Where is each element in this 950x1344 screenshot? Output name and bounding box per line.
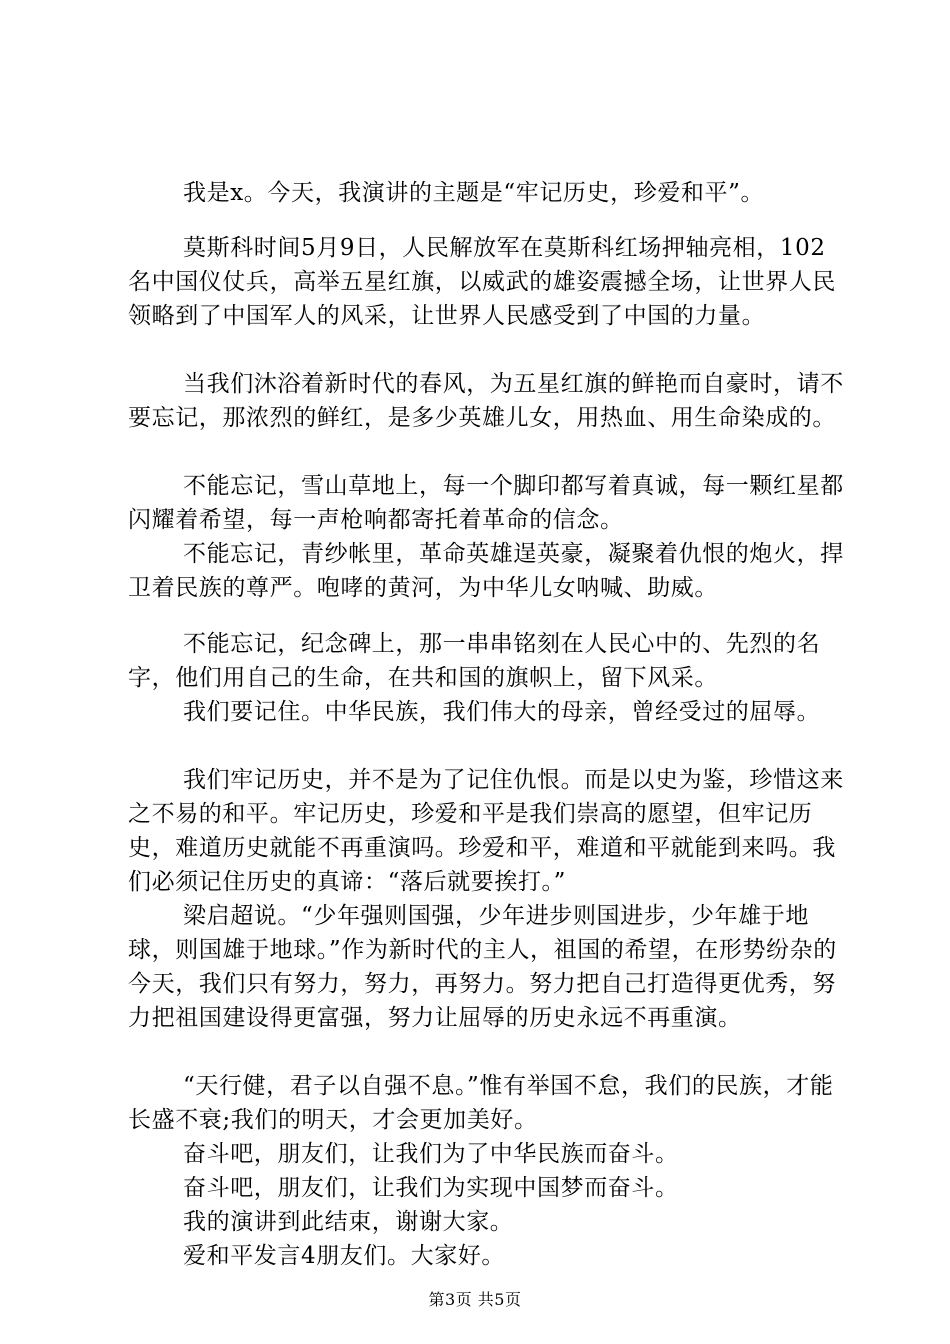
paragraph-9: 梁启超说。“少年强则国强，少年进步则国进步，少年雄于地球，则国雄于地球。”作为新时代的主人，祖国的希望，在形势纷杂的今天，我们只有努力，努力，再努力。努力把自己打造得更优秀，努力把祖国建设得更富强，努力让屈辱的历史永远不再重演。 (128, 903, 837, 1031)
paragraph-14: 爱和平发言4朋友们。大家好。 (183, 1243, 506, 1269)
paragraph-8: 我们牢记历史，并不是为了记住仇恨。而是以史为鉴，珍惜这来之不易的和平。牢记历史，珍爱和平是我们崇高的愿望，但牢记历史，难道历史就能不再重演吗。珍爱和平，难道和平就能到来吗。我们必须记住历史的真谛：“落后就要挨打。” (128, 767, 844, 895)
paragraph-5: 不能忘记，青纱帐里，革命英雄逞英豪，凝聚着仇恨的炮火，捍卫着民族的尊严。咆哮的黄河，为中华儿女呐喊、助威。 (128, 541, 844, 601)
paragraph-13: 我的演讲到此结束，谢谢大家。 (183, 1209, 514, 1235)
paragraph-3: 当我们沐浴着新时代的春风，为五星红旗的鲜艳而自豪时，请不要忘记，那浓烈的鲜红，是多少英雄儿女，用热血、用生命染成的。 (128, 371, 844, 431)
paragraph-2: 莫斯科时间5月9日，人民解放军在莫斯科红场押轴亮相，102名中国仪仗兵，高举五星红旗，以威武的雄姿震撼全场，让世界人民领略到了中国军人的风采，让世界人民感受到了中国的力量。 (128, 235, 836, 329)
paragraph-11: 奋斗吧，朋友们，让我们为了中华民族而奋斗。 (183, 1141, 679, 1167)
page-footer: 第3页 共5页 (428, 1290, 522, 1309)
paragraph-1: 我是x。今天，我演讲的主题是“牢记历史，珍爱和平”。 (183, 180, 765, 206)
paragraph-12: 奋斗吧，朋友们，让我们为实现中国梦而奋斗。 (183, 1175, 679, 1201)
paragraph-7: 我们要记住。中华民族，我们伟大的母亲，曾经受过的屈辱。 (183, 699, 821, 725)
paragraph-4: 不能忘记，雪山草地上，每一个脚印都写着真诚，每一颗红星都闪耀着希望，每一声枪响都寄托着革命的信念。 (128, 473, 844, 533)
paragraph-6: 不能忘记，纪念碑上，那一串串铭刻在人民心中的、先烈的名字，他们用自己的生命，在共和国的旗帜上，留下风采。 (128, 631, 821, 691)
paragraph-10: “天行健，君子以自强不息。”惟有举国不怠，我们的民族，才能长盛不衰;我们的明天，才会更加美好。 (128, 1073, 834, 1133)
